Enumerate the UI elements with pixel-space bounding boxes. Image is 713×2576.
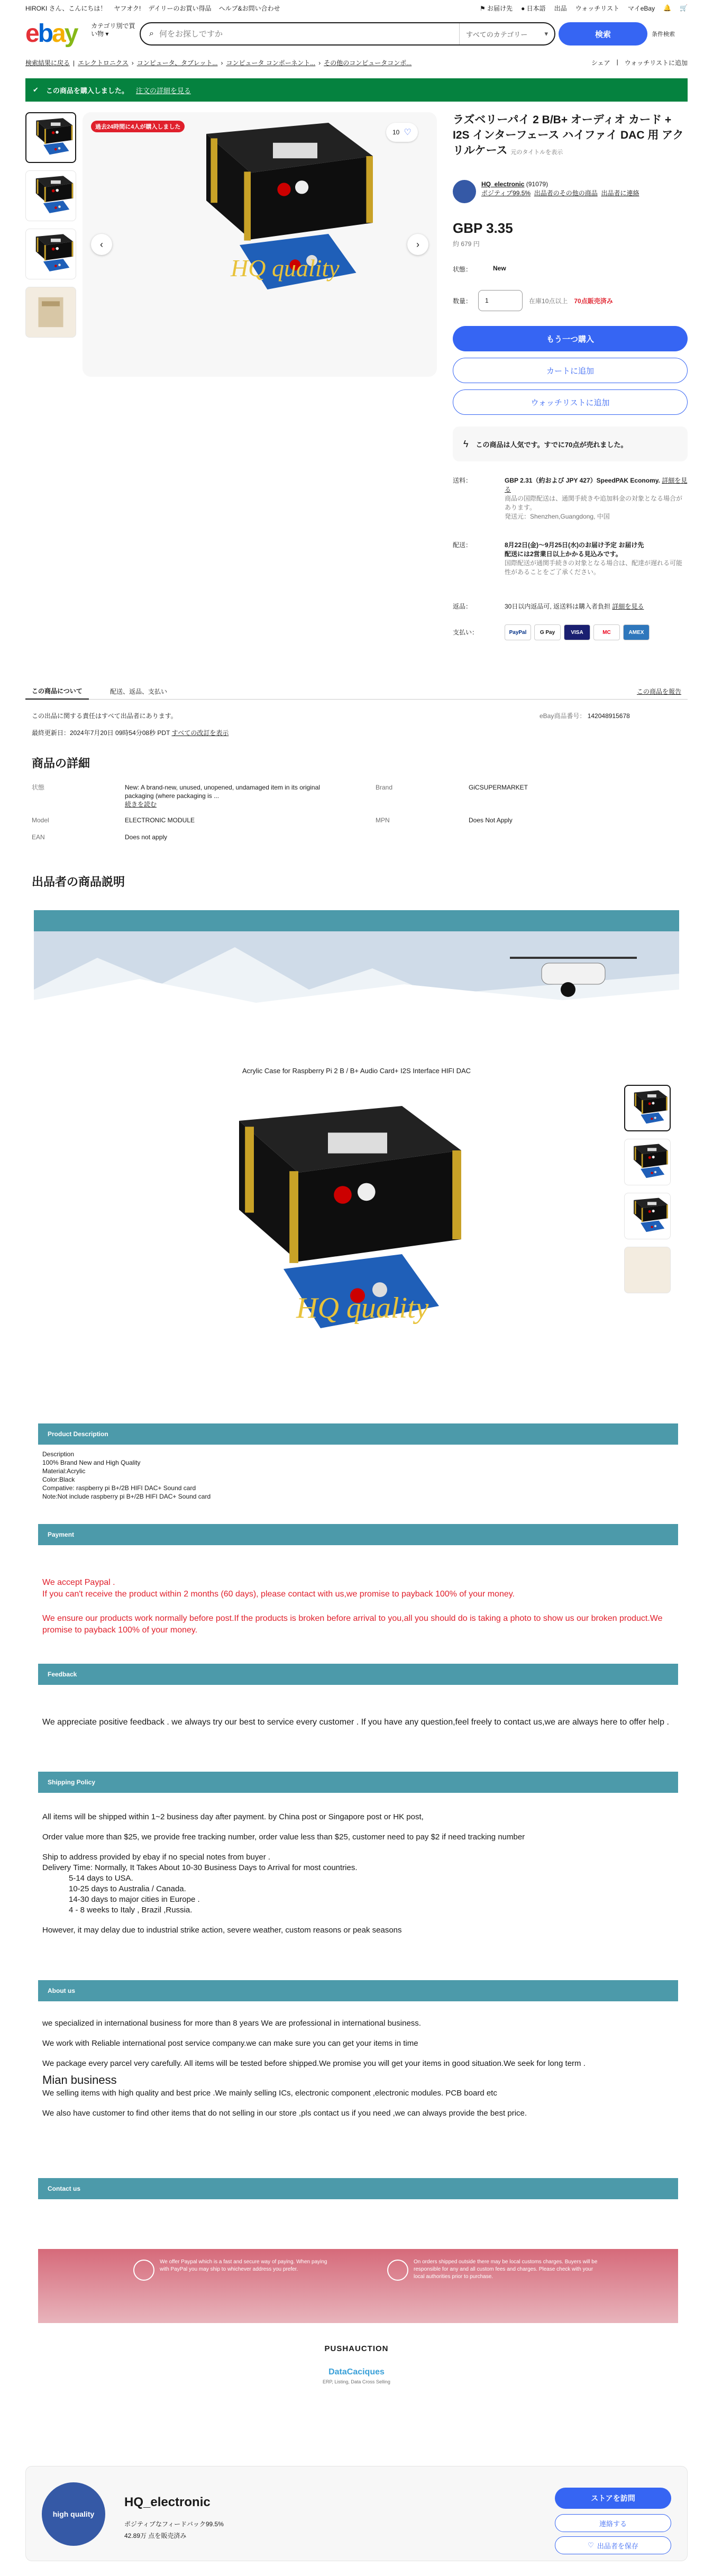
next-image-button[interactable]: ›	[407, 234, 428, 255]
prev-image-button[interactable]: ‹	[91, 234, 112, 255]
item-tabs	[25, 683, 688, 700]
search-icon: ⌕	[149, 29, 154, 38]
order-details-link[interactable]: 注文の詳細を見る	[135, 86, 191, 95]
seller-name[interactable]: HQ_electronic	[481, 180, 525, 188]
store-sold: 42.89万 点を販売済み	[124, 2532, 187, 2539]
view-revisions-link[interactable]: すべての改訂を表示	[171, 729, 229, 737]
section-feedback: Feedback	[38, 1664, 678, 1685]
heart-icon: ♡	[588, 2541, 594, 2549]
seller-avatar[interactable]	[453, 180, 476, 203]
contact-store-button[interactable]: 連絡する	[555, 2514, 671, 2532]
watermark: HQ quality	[296, 1292, 429, 1325]
lightning-icon: ϟ	[463, 438, 469, 449]
search-input[interactable]	[159, 30, 459, 39]
crumb-3[interactable]: コンピュータ コンポーネント...	[226, 59, 316, 67]
shipping-policy-text: All items will be shipped within 1~2 business day after payment. by China post or Singapore post or HK post, Order value more than $25, we provide free tracking number, order value less than $25, customer need to pay $2 if need tracking number Ship to address provided by ebay if no special notes from buyer . Delivery Time: Normally, It Takes About 10-30 Business Days to Arrival for most countries. 5-14 days to USA. 10-25 days to Australia / Canada. 14-30 days to major cities in Europe . 4 - 8 weeks to Italy , Brazil ,Russia. However, it may delay due to industrial strike action, severe weather, custom reasons or peak seasons	[42, 1812, 525, 1935]
description-banner-image	[34, 910, 679, 1021]
purchase-banner	[25, 78, 688, 102]
store-logo[interactable]: high quality	[42, 2482, 105, 2546]
original-title-link[interactable]: 元のタイトルを表示	[510, 149, 563, 156]
chevron-down-icon: ▾	[544, 30, 548, 38]
description-heading: 出品者の商品説明	[32, 875, 125, 888]
store-card	[25, 2466, 688, 2561]
desc-thumb-4[interactable]	[624, 1247, 671, 1293]
pushauction-logo: PUSHAUCTION	[324, 2344, 389, 2353]
policy-footer: We offer Paypal which is a fast and secure way of paying. When paying with PayPal you may ship to whichever address you prefer. On orders shipped outside there may be local customs charges. Buyers will be responsible for any and all custom fees and charges. Please check with your local authorities prior to purchase.	[38, 2249, 678, 2323]
condition-value: New	[493, 265, 506, 272]
language[interactable]: ● 日本語	[521, 4, 546, 12]
description-thumbnails	[624, 1085, 672, 1301]
product-title-desc: Acrylic Case for Raspberry Pi 2 B / B+ Audio Card+ I2S Interface HIFI DAC	[242, 1067, 471, 1075]
seller-feedback[interactable]: ポジティブ99.5%	[481, 189, 531, 197]
link-deals[interactable]: デイリーのお買い得品	[148, 4, 212, 12]
returns-policy: 30日以内返品可, 返送料は購入者負担	[505, 603, 611, 610]
main-product-image[interactable]	[83, 112, 437, 377]
visit-store-button[interactable]: ストアを訪問	[555, 2488, 671, 2509]
store-feedback: ポジティブなフィードバック99.5%	[124, 2520, 224, 2528]
price: GBP 3.35	[453, 220, 513, 236]
delivery-estimate: 8月22日(金)～9月25日(水)のお届け予定 お届け先	[505, 541, 644, 549]
share-link[interactable]: シェア	[591, 59, 610, 67]
description-product-image	[159, 1095, 497, 1402]
check-icon: ✔	[33, 86, 39, 94]
globe-icon	[387, 2260, 408, 2281]
add-to-watchlist-button[interactable]: ウォッチリストに追加	[453, 389, 688, 415]
back-to-results[interactable]: 検索結果に戻る	[25, 59, 70, 67]
crumb-4[interactable]: その他のコンピュータコンポ...	[324, 59, 412, 67]
item-number: 142048915678	[587, 712, 630, 720]
qty-available: 在庫10点以上	[529, 297, 568, 305]
price-local: 約 679 円	[453, 240, 480, 248]
tab-about-item[interactable]: この商品について	[25, 683, 89, 700]
tab-shipping-returns[interactable]: 配送、返品、支払い	[110, 687, 168, 695]
amex-icon: AMEX	[623, 624, 650, 640]
cart-icon[interactable]: 🛒	[680, 4, 688, 12]
link-help[interactable]: ヘルプ&お問い合わせ	[218, 4, 280, 12]
breadcrumb: 検索結果に戻る | エレクトロニクス › コンピュータ、タブレット... › コンピュータ コンポーネント... › その他のコンピュータコンポ... シェア | ウォッチリストに追加	[25, 58, 688, 67]
thumbnail-4[interactable]	[25, 287, 76, 338]
shipping-cost: GBP 2.31（約および JPY 427）SpeedPAK Economy.	[505, 477, 660, 484]
store-name[interactable]: HQ_electronic	[124, 2495, 211, 2509]
specifics-heading: 商品の詳細	[32, 757, 90, 770]
crumb-2[interactable]: コンピュータ、タブレット...	[136, 59, 218, 67]
feedback-text: We appreciate positive feedback . we always try our best to service every customer . If you have any question,feel freely to contact us,we are always here to offer help .	[42, 1718, 669, 1727]
section-contact-us: Contact us	[38, 2178, 678, 2199]
seller-info: HQ_electronic (91079) ポジティブ99.5% 出品者のその他の商品 出品者に連絡	[453, 180, 688, 203]
report-item-link[interactable]: この商品を報告	[636, 687, 681, 695]
greeting[interactable]: HIROKI さん、こんにちは！	[25, 4, 107, 12]
search-button[interactable]: 検索	[559, 22, 647, 46]
advanced-search-link[interactable]: 条件検索	[652, 31, 675, 38]
section-product-description: Product Description	[38, 1423, 678, 1445]
seller-other-items[interactable]: 出品者のその他の商品	[534, 189, 598, 197]
add-watchlist-link[interactable]: ウォッチリストに追加	[624, 59, 688, 67]
search-bar	[140, 22, 555, 46]
sold-badge: 過去24時間に4人が購入しました	[91, 121, 185, 132]
buy-again-button[interactable]: もう一つ購入	[453, 326, 688, 351]
product-description-text: Description 100% Brand New and High Quality Material:Acrylic Color:Black Compative: raspberry pi B+/2B HIFI DAC+ Sound card Note:Not include raspberry pi B+/2B HIFI DAC+ Sound card	[42, 1450, 211, 1500]
desc-thumb-1[interactable]	[624, 1085, 671, 1131]
ship-to[interactable]: ⚑ お届け先	[479, 4, 513, 12]
payment-text: We accept Paypal . If you can't receive the product within 2 months (60 days), please contact with us,we promise to payback 100% of your money. We ensure our products work normally before post.If the products is broken before arrival to you,all you should do is taking a photo to show us our broken product.We promise to payback 100% of your money.	[42, 1578, 663, 1635]
bell-icon[interactable]: 🔔	[663, 4, 672, 12]
link-my-ebay[interactable]: マイeBay	[627, 4, 655, 12]
ebay-logo[interactable]: e b a y	[25, 19, 77, 48]
desc-thumb-2[interactable]	[624, 1139, 671, 1185]
visa-icon: VISA	[564, 624, 590, 640]
read-more-link[interactable]: 続きを読む	[125, 801, 157, 808]
watch-button[interactable]: 10 ♡	[386, 123, 418, 142]
top-bar	[25, 0, 688, 16]
datacaciques-logo: DataCaciques	[328, 2368, 385, 2377]
link-yahuoku[interactable]: ヤフオク!	[114, 4, 141, 12]
heart-icon: ♡	[404, 128, 412, 137]
about-us-text: we specialized in international business for more than 8 years We are professional in international business. We work with Reliable international post service company.we can make sure you can get your items in time We package every parcel very carefully. All items will be tested before shipped.We promise you will get your items in good situation.We seek for long term . Mian business We selling items with high quality and best price .We mainly selling ICs, electronic component ,electronic modules. PCB board etc We also have customer to find other items that do not selling in our store ,pls contact us if you need ,we can always provide the best price.	[42, 2019, 586, 2118]
mastercard-icon: MC	[593, 624, 620, 640]
section-shipping-policy: Shipping Policy	[38, 1772, 678, 1793]
payment-methods	[505, 624, 650, 640]
thumbnail-2[interactable]	[25, 170, 76, 221]
save-seller-button[interactable]: ♡ 出品者を保存	[555, 2536, 671, 2554]
crumb-1[interactable]: エレクトロニクス	[78, 59, 129, 67]
paypal-circle-icon	[133, 2260, 154, 2281]
popular-notice: ϟ この商品は人気です。すでに70点が売れました。	[453, 427, 688, 461]
section-payment: Payment	[38, 1524, 678, 1545]
banner-text: この商品を購入しました。	[45, 86, 129, 95]
thumbnail-1[interactable]	[25, 112, 76, 163]
search-category-select[interactable]: すべてのカテゴリー ▾	[459, 23, 554, 44]
contact-seller[interactable]: 出品者に連絡	[601, 189, 639, 197]
shipping-details-link[interactable]: 詳細を見る	[505, 477, 688, 493]
returns-details-link[interactable]: 詳細を見る	[612, 603, 644, 610]
add-to-cart-button[interactable]: カートに追加	[453, 358, 688, 383]
condition-label: 状態：	[453, 266, 472, 273]
category-menu[interactable]: カテゴリ別で買い物 ▾	[91, 22, 135, 38]
qty-label: 数量：	[453, 297, 472, 305]
section-about-us: About us	[38, 1980, 678, 2001]
link-sell[interactable]: 出品	[554, 4, 567, 12]
watermark: HQ quality	[231, 255, 340, 282]
link-watchlist[interactable]: ウォッチリスト	[575, 4, 619, 12]
item-title: ラズベリーパイ 2 B/B+ オーディオ カード + I2S インターフェース ハイファイ DAC 用 アクリルケース 元のタイトルを表示	[453, 114, 684, 157]
thumbnail-list	[25, 112, 76, 345]
thumbnail-3[interactable]	[25, 229, 76, 279]
desc-thumb-3[interactable]	[624, 1193, 671, 1239]
gpay-icon: G Pay	[534, 624, 561, 640]
paypal-icon: PayPal	[505, 624, 531, 640]
qty-sold: 70点販売済み	[574, 297, 613, 305]
qty-input[interactable]: 1	[478, 290, 523, 311]
